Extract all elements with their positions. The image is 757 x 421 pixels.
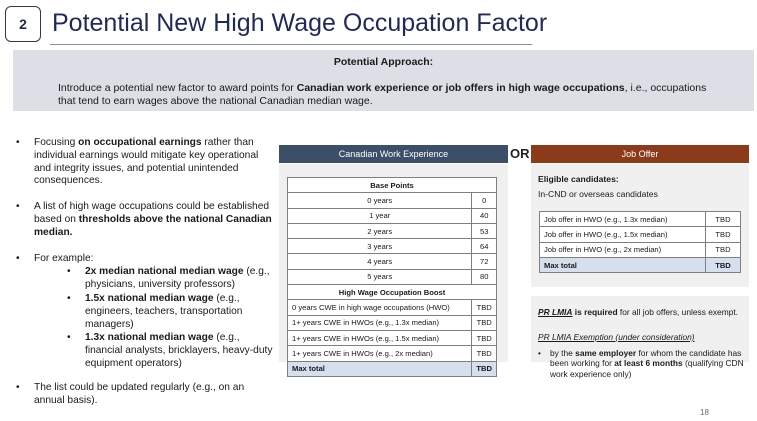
bullet-occupational-earnings	[14, 137, 276, 188]
row-value: 40	[472, 208, 497, 223]
bullet-text: (qualifying CDN work experience only)	[550, 358, 744, 379]
table-row	[288, 193, 497, 208]
row-label: Max total	[288, 361, 472, 376]
approach-box	[13, 50, 754, 111]
sub-bullet-text: (e.g., physicians, university professors)	[85, 266, 270, 291]
row-value: 80	[472, 269, 497, 284]
cwe-table	[287, 177, 497, 377]
eligible-subtitle: In-CND or overseas candidates	[538, 189, 658, 199]
row-value: 72	[472, 254, 497, 269]
table-row	[288, 208, 497, 223]
lmia-rest: for all job offers, unless exempt.	[617, 307, 739, 317]
lmia-term: PR LMIA	[538, 307, 573, 317]
table-row-max	[540, 257, 741, 272]
bullet-bold: thresholds above the national Canadian median.	[34, 213, 272, 238]
bullet-updated-regularly	[14, 382, 276, 408]
approach-text-post: , i.e., occupations that tend to earn wages above the national Canadian median wage.	[58, 82, 707, 107]
approach-text-pre: Introduce a potential new factor to award points for	[58, 82, 297, 94]
approach-heading: Potential Approach:	[333, 56, 434, 68]
table-row	[288, 239, 497, 254]
sub-bullet-bold: 1.3x national median wage	[85, 332, 214, 344]
sub-bullet-bold: 1.5x national median wage	[85, 292, 214, 304]
bullet-text: Focusing	[34, 137, 79, 148]
sub-bullet-1-5x	[34, 293, 276, 331]
row-label: Job offer in HWO (e.g., 1.3x median)	[540, 212, 706, 227]
bullet-text: rather than individual earnings would mitigate key operational and integrity issues, and potential unintended consequences.	[34, 137, 259, 187]
table-row	[288, 300, 497, 315]
row-value: TBD	[472, 300, 497, 315]
bullet-text: for whom the candidate has been working for	[550, 348, 742, 369]
row-value: TBD	[472, 330, 497, 345]
row-label: Max total	[540, 257, 706, 272]
row-label: 1+ years CWE in HWOs (e.g., 1.5x median)	[288, 330, 472, 345]
page-title: Potential New High Wage Occupation Factor	[52, 9, 548, 37]
row-label: Job offer in HWO (e.g., 2x median)	[540, 242, 706, 257]
row-label: 5 years	[288, 269, 472, 284]
page-number: 18	[700, 408, 709, 417]
row-label: 0 years	[288, 193, 472, 208]
table-row	[288, 254, 497, 269]
row-value: TBD	[472, 346, 497, 361]
table-row	[540, 212, 741, 227]
sub-bullet-1-3x	[34, 332, 276, 370]
bullet-example	[14, 253, 276, 371]
row-label: 1+ years CWE in HWOs (e.g., 1.3x median)	[288, 315, 472, 330]
table-row	[288, 330, 497, 345]
bullet-bold: same employer	[575, 348, 637, 358]
cwe-header: Canadian Work Experience	[279, 145, 508, 163]
base-points-heading: Base Points	[288, 178, 497, 193]
row-label: 3 years	[288, 239, 472, 254]
row-value: TBD	[472, 361, 497, 376]
slide-number-badge	[5, 6, 41, 42]
row-value: 0	[472, 193, 497, 208]
bullet-list	[14, 137, 276, 420]
sub-bullet-bold: 2x median national median wage	[85, 266, 244, 278]
row-value: TBD	[706, 227, 741, 242]
bullet-bold: on occupational earnings	[78, 137, 202, 148]
row-value: 64	[472, 239, 497, 254]
table-row-max	[288, 361, 497, 376]
sub-bullet-text: (e.g., financial analysts, bricklayers, heavy-duty equipment operators)	[85, 332, 273, 369]
row-label: 2 years	[288, 223, 472, 238]
table-row	[288, 285, 497, 300]
table-row	[540, 227, 741, 242]
lmia-exemption-heading: PR LMIA Exemption (under consideration)	[538, 332, 695, 342]
table-row	[288, 269, 497, 284]
row-label: 1+ years CWE in HWOs (e.g., 2x median)	[288, 346, 472, 361]
row-value: TBD	[472, 315, 497, 330]
row-label: 0 years CWE in high wage occupations (HWO)	[288, 300, 472, 315]
slide-number: 2	[19, 16, 27, 32]
row-label: Job offer in HWO (e.g., 1.5x median)	[540, 227, 706, 242]
row-label: 4 years	[288, 254, 472, 269]
bullet-bold: at least 6 months	[614, 358, 683, 369]
eligible-title: Eligible candidates:	[538, 174, 619, 184]
sub-bullet-text: (e.g., engineers, teachers, transportation managers)	[85, 292, 243, 330]
bullet-thresholds	[14, 201, 276, 239]
bullet-text: by the	[550, 348, 576, 358]
table-row	[288, 178, 497, 193]
table-row	[288, 223, 497, 238]
job-offer-table	[539, 211, 741, 273]
lmia-exemption-bullet	[538, 348, 748, 379]
bullet-text: The list could be updated regularly (e.g., on an annual basis).	[34, 381, 245, 406]
job-offer-header: Job Offer	[531, 145, 749, 163]
boost-heading: High Wage Occupation Boost	[288, 285, 497, 300]
row-label: 1 year	[288, 208, 472, 223]
approach-text-bold: Canadian work experience or job offers in high wage occupations	[296, 82, 625, 94]
row-value: 53	[472, 223, 497, 238]
bullet-text: A list of high wage occupations could be established based on	[34, 201, 270, 225]
row-value: TBD	[706, 212, 741, 227]
title-divider	[50, 44, 532, 45]
lmia-requirement	[538, 307, 748, 317]
bullet-text: For example:	[34, 252, 94, 264]
table-row	[288, 346, 497, 361]
table-row	[288, 315, 497, 330]
or-label: OR	[510, 146, 530, 161]
lmia-required: is required	[572, 307, 618, 317]
row-value: TBD	[706, 257, 741, 272]
approach-text	[58, 82, 714, 108]
sub-bullet-2x	[34, 266, 276, 292]
table-row	[540, 242, 741, 257]
row-value: TBD	[706, 242, 741, 257]
